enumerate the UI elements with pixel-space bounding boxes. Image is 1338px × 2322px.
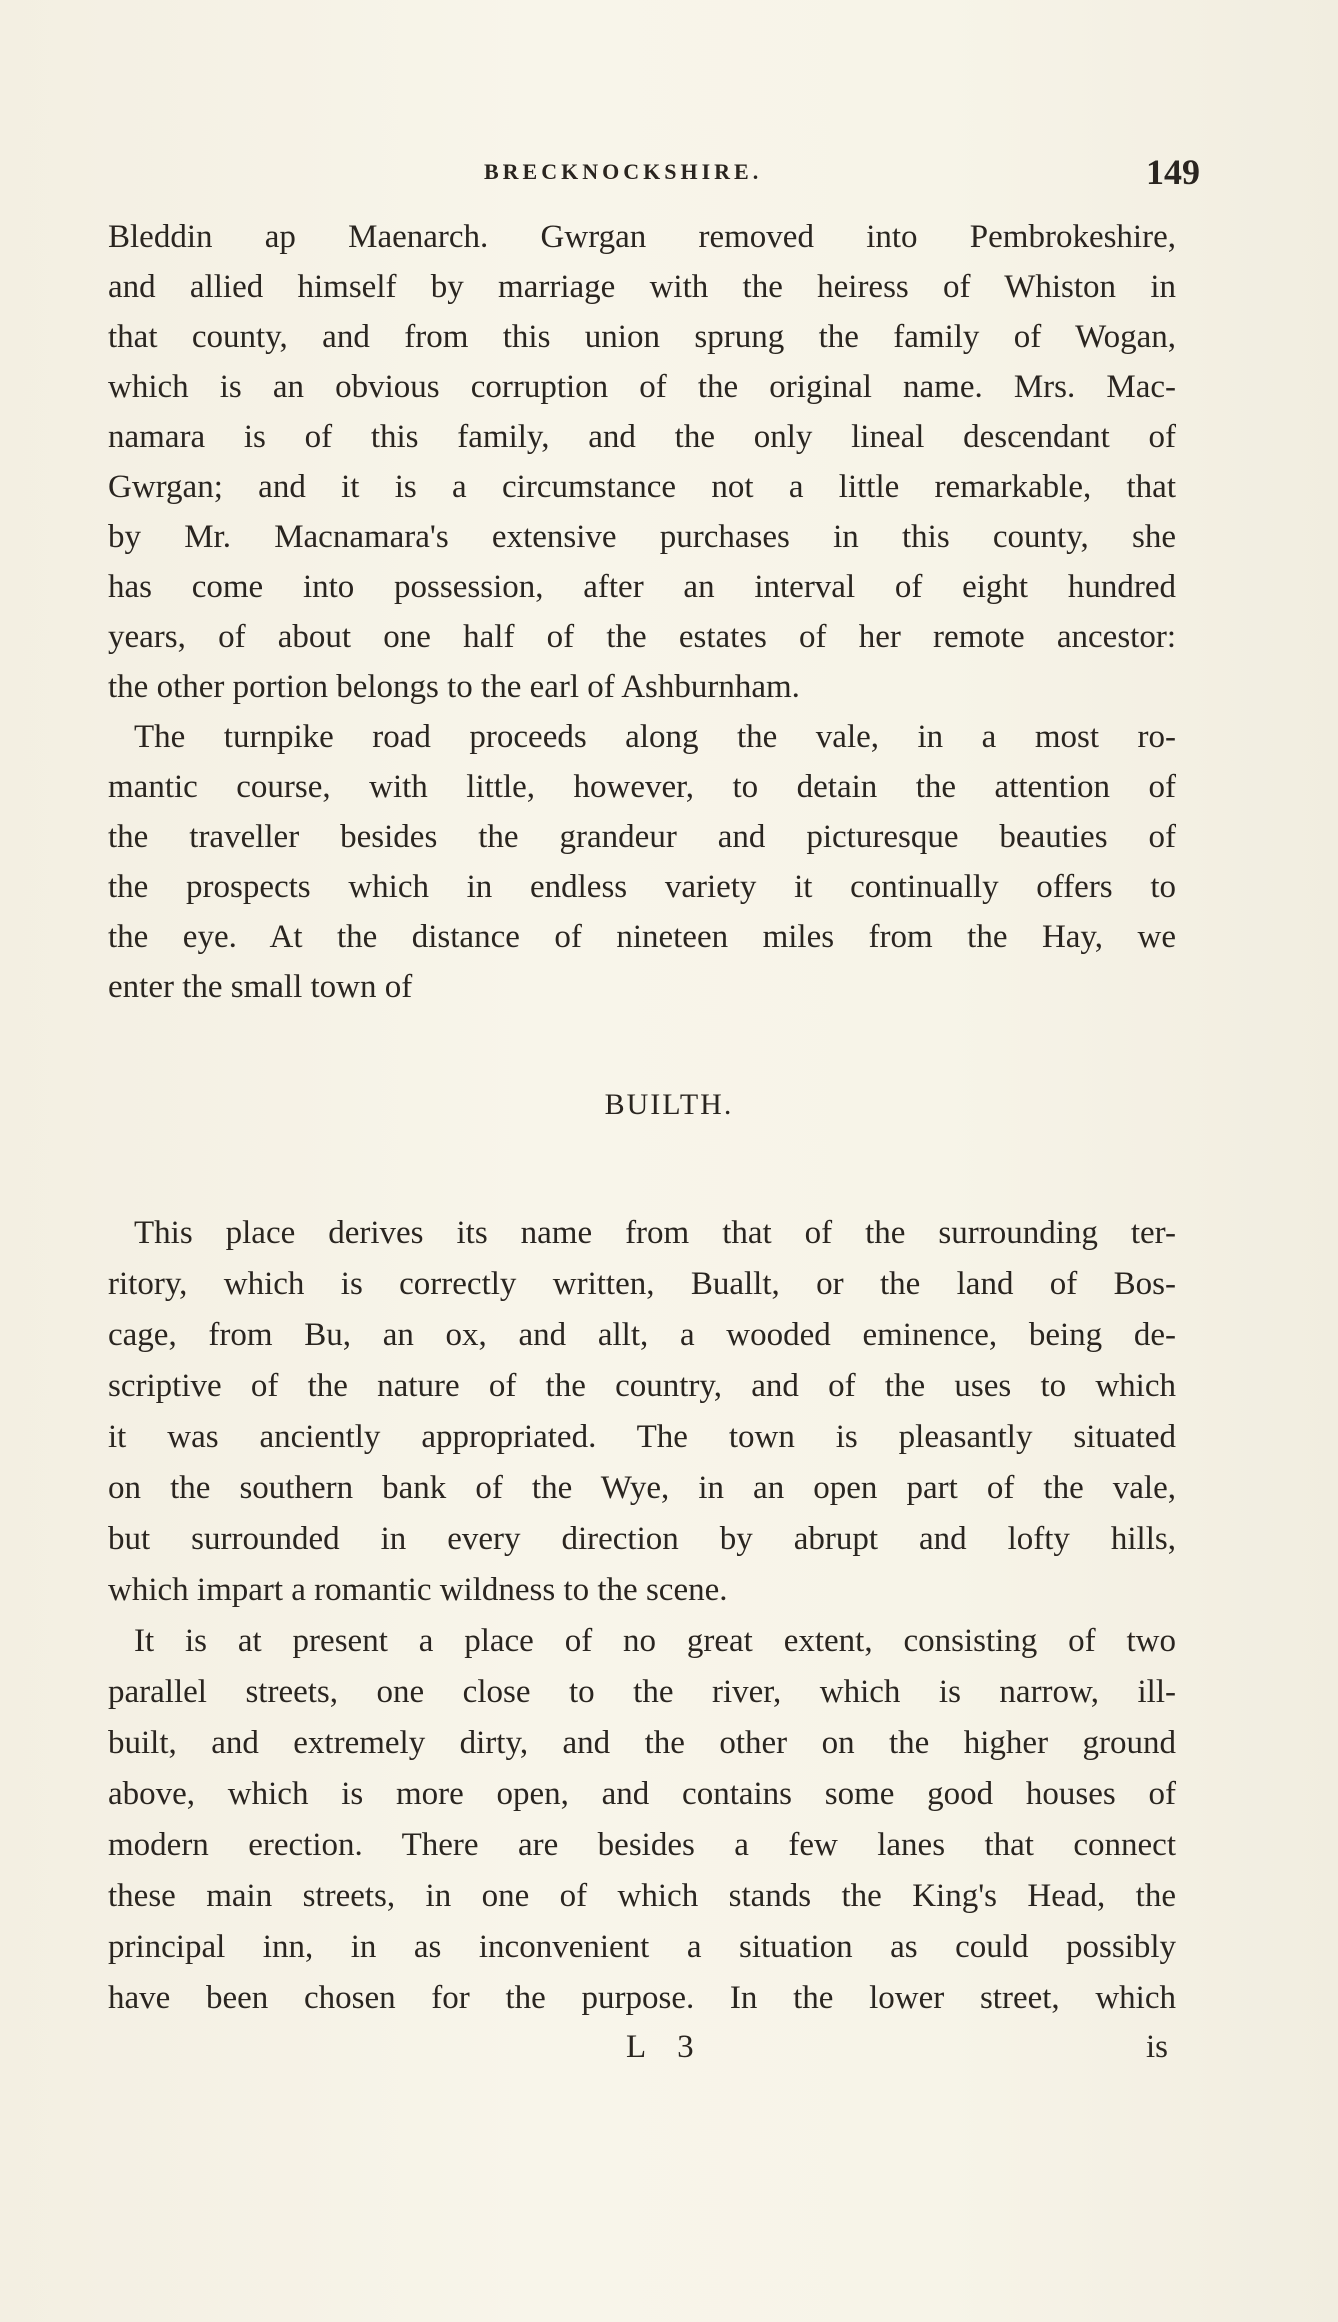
text-line: The turnpike road proceeds along the vale, in a most ro- <box>134 719 1176 755</box>
text-line: have been chosen for the purpose. In the lower street, which <box>108 1980 1176 2016</box>
text-line: built, and extremely dirty, and the other on the higher ground <box>108 1725 1176 1761</box>
text-line: mantic course, with little, however, to detain the attention of <box>108 769 1176 805</box>
text-line: it was anciently appropriated. The town is pleasantly situated <box>108 1419 1176 1455</box>
text-line: but surrounded in every direction by abrupt and lofty hills, <box>108 1521 1176 1557</box>
text-line: Gwrgan; and it is a circumstance not a little remarkable, that <box>108 469 1176 505</box>
text-line: above, which is more open, and contains some good houses of <box>108 1776 1176 1812</box>
text-line: that county, and from this union sprung the family of Wogan, <box>108 319 1176 355</box>
page-number: 149 <box>1146 152 1200 192</box>
text-line: ritory, which is correctly written, Buallt, or the land of Bos- <box>108 1266 1176 1302</box>
text-line: these main streets, in one of which stands the King's Head, the <box>108 1878 1176 1914</box>
text-line: This place derives its name from that of the surrounding ter- <box>134 1215 1176 1251</box>
text-line: on the southern bank of the Wye, in an open part of the vale, <box>108 1470 1176 1506</box>
text-line: the prospects which in endless variety it continually offers to <box>108 869 1176 905</box>
text-line: Bleddin ap Maenarch. Gwrgan removed into Pembrokeshire, <box>108 219 1176 255</box>
text-line: cage, from Bu, an ox, and allt, a wooded eminence, being de- <box>108 1317 1176 1353</box>
signature-mark: L 3 <box>626 2029 706 2065</box>
text-line: the traveller besides the grandeur and picturesque beauties of <box>108 819 1176 855</box>
text-line: parallel streets, one close to the river, which is narrow, ill- <box>108 1674 1176 1710</box>
text-line: has come into possession, after an interval of eight hundred <box>108 569 1176 605</box>
text-line: principal inn, in as inconvenient a situation as could possibly <box>108 1929 1176 1965</box>
text-line: years, of about one half of the estates of her remote ancestor: <box>108 619 1176 655</box>
catchword: is <box>1146 2029 1169 2065</box>
text-line: the other portion belongs to the earl of Ashburnham. <box>108 669 800 705</box>
text-line: which is an obvious corruption of the original name. Mrs. Mac- <box>108 369 1176 405</box>
text-line: which impart a romantic wildness to the scene. <box>108 1572 728 1608</box>
section-heading: BUILTH. <box>604 1088 734 1121</box>
text-line: namara is of this family, and the only lineal descendant of <box>108 419 1176 455</box>
text-line: by Mr. Macnamara's extensive purchases in this county, she <box>108 519 1176 555</box>
text-line: enter the small town of <box>108 969 413 1005</box>
running-title: BRECKNOCKSHIRE. <box>484 159 763 184</box>
page-footer <box>0 2022 1338 2072</box>
page-header <box>0 152 1338 196</box>
text-line: the eye. At the distance of nineteen miles from the Hay, we <box>108 919 1176 955</box>
text-line: scriptive of the nature of the country, and of the uses to which <box>108 1368 1176 1404</box>
text-line: modern erection. There are besides a few lanes that connect <box>108 1827 1176 1863</box>
text-line: and allied himself by marriage with the heiress of Whiston in <box>108 269 1176 305</box>
text-line: It is at present a place of no great extent, consisting of two <box>134 1623 1176 1659</box>
